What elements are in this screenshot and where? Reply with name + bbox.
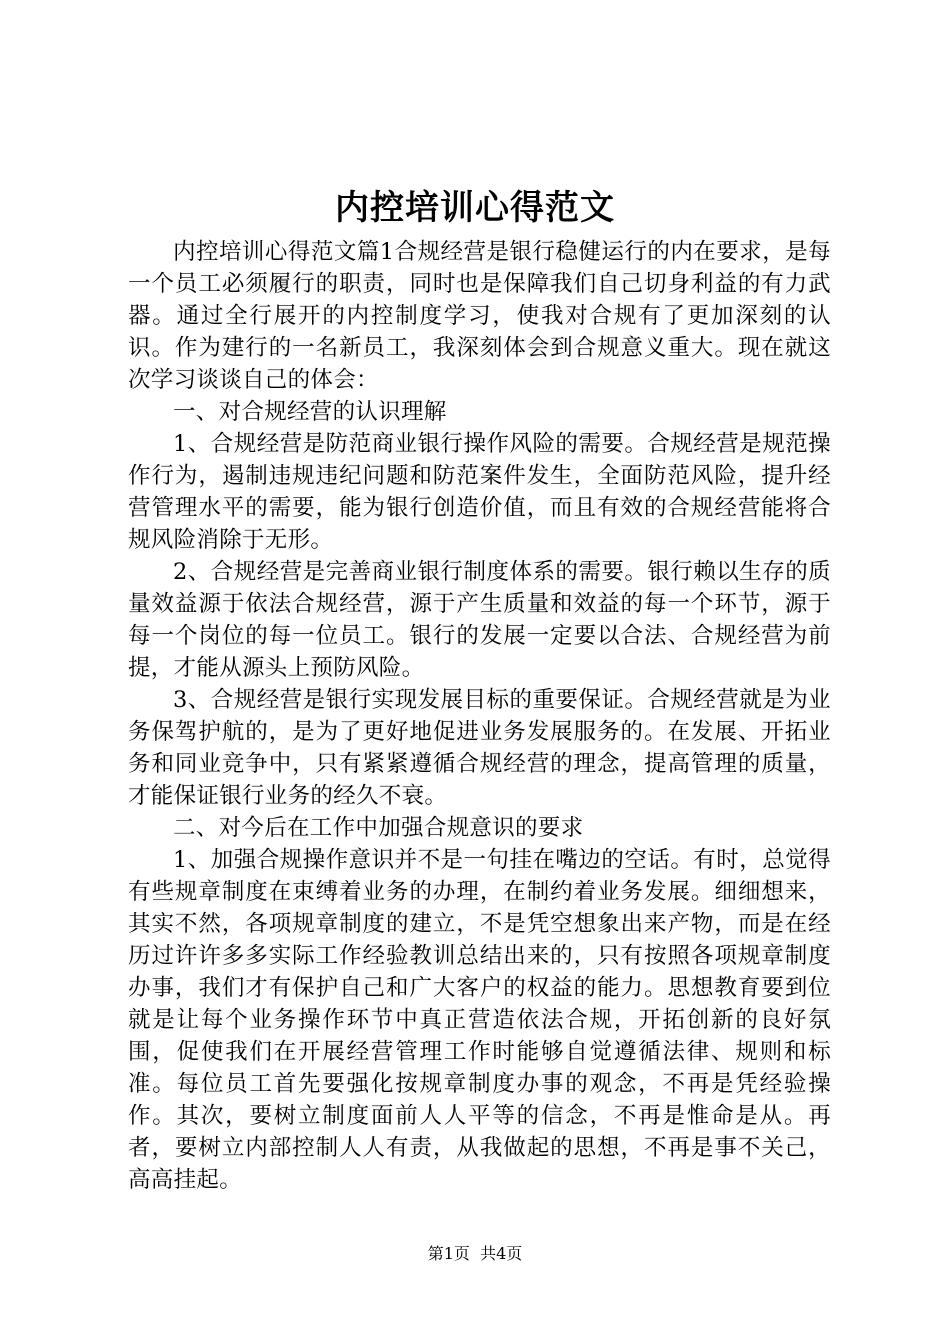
paragraph-point-1-1: 1、合规经营是防范商业银行操作风险的需要。合规经营是规范操作行为，遏制违规违纪问题和防范案件发生，全面防范风险，提升经营管理水平的需要，能为银行创造价值，而且有效的合规经营能将合规风险消除于无形。 (128, 431, 831, 553)
document-body (128, 236, 831, 1196)
page-footer (0, 1243, 950, 1265)
paragraph-point-1-2: 2、合规经营是完善商业银行制度体系的需要。银行赖以生存的质量效益源于依法合规经营，源于产生质量和效益的每一个环节，源于每一个岗位的每一位员工。银行的发展一定要以合法、合规经营为前提，才能从源头上预防风险。 (128, 559, 831, 681)
paragraph-point-2-1: 1、加强合规操作意识并不是一句挂在嘴边的空话。有时，总觉得有些规章制度在束缚着业务的办理，在制约着业务发展。细细想来，其实不然，各项规章制度的建立，不是凭空想象出来产物，而是在经历过许许多多实际工作经验教训总结出来的，只有按照各项规章制度办事，我们才有保护自己和广大客户的权益的能力。思想教育要到位就是让每个业务操作环节中真正营造依法合规，开拓创新的良好氛围，促使我们在开展经营管理工作时能够自觉遵循法律、规则和标准。每位员工首先要强化按规章制度办事的观念，不再是凭经验操作。其次，要树立制度面前人人平等的信念，不再是惟命是从。再者，要树立内部控制人人有责，从我做起的思想，不再是事不关己，高高挂起。 (128, 847, 831, 1193)
page-number: 第1页 (427, 1244, 470, 1263)
paragraph-point-1-3: 3、合规经营是银行实现发展目标的重要保证。合规经营就是为业务保驾护航的，是为了更好地促进业务发展服务的。在发展、开拓业务和同业竞争中，只有紧紧遵循合规经营的理念，提高管理的质量，才能保证银行业务的经久不衰。 (128, 687, 831, 809)
paragraph-intro: 内控培训心得范文篇1合规经营是银行稳健运行的内在要求，是每一个员工必须履行的职责，同时也是保障我们自己切身利益的有力武器。通过全行展开的内控制度学习，使我对合规有了更加深刻的认识。作为建行的一名新员工，我深刻体会到合规意义重大。现在就这次学习谈谈自己的体会： (128, 239, 831, 393)
section-heading-2: 二、对今后在工作中加强合规意识的要求 (173, 815, 584, 841)
page-total: 共4页 (480, 1244, 523, 1263)
document-title: 内控培训心得范文 (335, 188, 615, 228)
section-heading-1: 一、对合规经营的认识理解 (173, 399, 447, 425)
